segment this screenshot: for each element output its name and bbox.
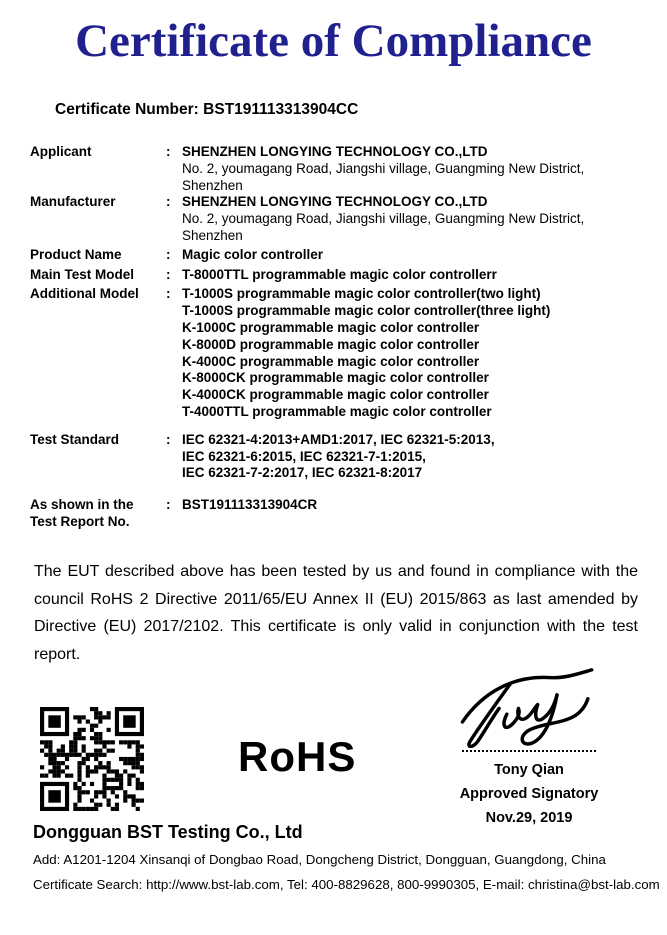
certificate-number bbox=[55, 101, 358, 119]
field-value-line: IEC 62321-4:2013+AMD1:2017, IEC 62321-5:2013, bbox=[182, 431, 495, 447]
field-value-line: No. 2, youmagang Road, Jiangshi village, Guangming New District, bbox=[182, 160, 585, 176]
field-value-line: SHENZHEN LONGYING TECHNOLOGY CO.,LTD bbox=[182, 144, 488, 159]
field-colon: : bbox=[166, 266, 171, 282]
field-value-line: Shenzhen bbox=[182, 227, 243, 243]
field-row bbox=[30, 194, 642, 244]
signature-block bbox=[430, 666, 628, 830]
field-value-line: T-4000TTL programmable magic color controller bbox=[182, 403, 492, 419]
certificate-number-label: Certificate Number: bbox=[55, 101, 199, 118]
field-colon: : bbox=[166, 194, 171, 210]
signature-script bbox=[449, 666, 609, 748]
field-colon: : bbox=[166, 431, 171, 447]
field-value-line: IEC 62321-7-2:2017, IEC 62321-8:2017 bbox=[182, 465, 423, 481]
field-label bbox=[30, 286, 166, 303]
field-colon: : bbox=[166, 497, 171, 513]
field-value bbox=[182, 497, 642, 514]
field-value-line: Magic color controller bbox=[182, 246, 324, 262]
field-row bbox=[30, 144, 642, 194]
field-value bbox=[182, 194, 642, 244]
field-label-line: Applicant bbox=[30, 144, 92, 159]
field-label-line: Test Report No. bbox=[30, 513, 130, 529]
page-title: Certificate of Compliance bbox=[75, 15, 592, 67]
field-row bbox=[30, 286, 642, 420]
field-value-line: K-8000D programmable magic color controller bbox=[182, 336, 480, 352]
field-row bbox=[30, 247, 642, 264]
field-value bbox=[182, 267, 642, 284]
field-label bbox=[30, 194, 166, 211]
field-value-line: Shenzhen bbox=[182, 177, 243, 193]
field-label-line: Product Name bbox=[30, 246, 122, 262]
field-value-line: No. 2, youmagang Road, Jiangshi village, Guangming New District, bbox=[182, 211, 585, 227]
field-value-line: IEC 62321-6:2015, IEC 62321-7-1:2015, bbox=[182, 448, 426, 464]
field-label-line: As shown in the bbox=[30, 497, 134, 513]
field-label-line: Test Standard bbox=[30, 431, 120, 447]
field-label bbox=[30, 267, 166, 284]
field-label-line: Main Test Model bbox=[30, 266, 135, 282]
field-row bbox=[30, 497, 642, 531]
field-value-line: K-1000C programmable magic color controller bbox=[182, 319, 480, 335]
lab-contact: Certificate Search: http://www.bst-lab.com, Tel: 400-8829628, 800-9990305, E-mail: christina@bst-lab.com bbox=[33, 877, 660, 892]
field-value bbox=[182, 144, 642, 194]
field-label bbox=[30, 247, 166, 264]
field-value bbox=[182, 432, 642, 482]
fields-table bbox=[30, 144, 642, 531]
field-value-line: T-1000S programmable magic color controller(three light) bbox=[182, 303, 551, 319]
field-colon: : bbox=[166, 144, 171, 159]
field-value-line: T-8000TTL programmable magic color controllerr bbox=[182, 266, 497, 282]
signature-date: Nov.29, 2019 bbox=[485, 810, 573, 826]
field-value-line: K-4000CK programmable magic color controller bbox=[182, 387, 489, 403]
certificate-number-value: BST191113313904CC bbox=[203, 101, 359, 118]
lab-company-name: Dongguan BST Testing Co., Ltd bbox=[33, 822, 303, 842]
field-value-line: BST191113313904CR bbox=[182, 497, 318, 513]
lab-address: Add: A1201-1204 Xinsanqi of Dongbao Road, Dongcheng District, Dongguan, Guangdong, China bbox=[33, 852, 606, 867]
field-label bbox=[30, 497, 166, 531]
field-label-line: Additional Model bbox=[30, 286, 139, 302]
field-label bbox=[30, 144, 166, 161]
field-value bbox=[182, 286, 642, 420]
field-label-line: Manufacturer bbox=[30, 194, 116, 210]
field-value-line: K-4000C programmable magic color controller bbox=[182, 353, 480, 369]
field-row bbox=[30, 432, 642, 482]
field-value-line: SHENZHEN LONGYING TECHNOLOGY CO.,LTD bbox=[182, 194, 488, 210]
field-row bbox=[30, 267, 642, 284]
field-value-line: K-8000CK programmable magic color controller bbox=[182, 370, 489, 386]
signatory-name: Tony Qian bbox=[494, 762, 564, 778]
signatory-role: Approved Signatory bbox=[459, 786, 599, 802]
field-value bbox=[182, 247, 642, 264]
compliance-statement: The EUT described above has been tested by us and found in compliance with the council RoHS 2 Directive 2011/65/EU Annex II (EU) 2015/863 as last amended by Directive (EU) 2017/2102. This certificate is only valid in conjunction with the test report. bbox=[34, 563, 638, 663]
rohs-mark: RoHS bbox=[238, 733, 357, 780]
signature-line bbox=[462, 750, 596, 752]
field-label bbox=[30, 432, 166, 449]
field-colon: : bbox=[166, 246, 171, 262]
field-colon: : bbox=[166, 286, 171, 302]
qr-code bbox=[40, 707, 144, 811]
field-value-line: T-1000S programmable magic color controller(two light) bbox=[182, 286, 541, 302]
